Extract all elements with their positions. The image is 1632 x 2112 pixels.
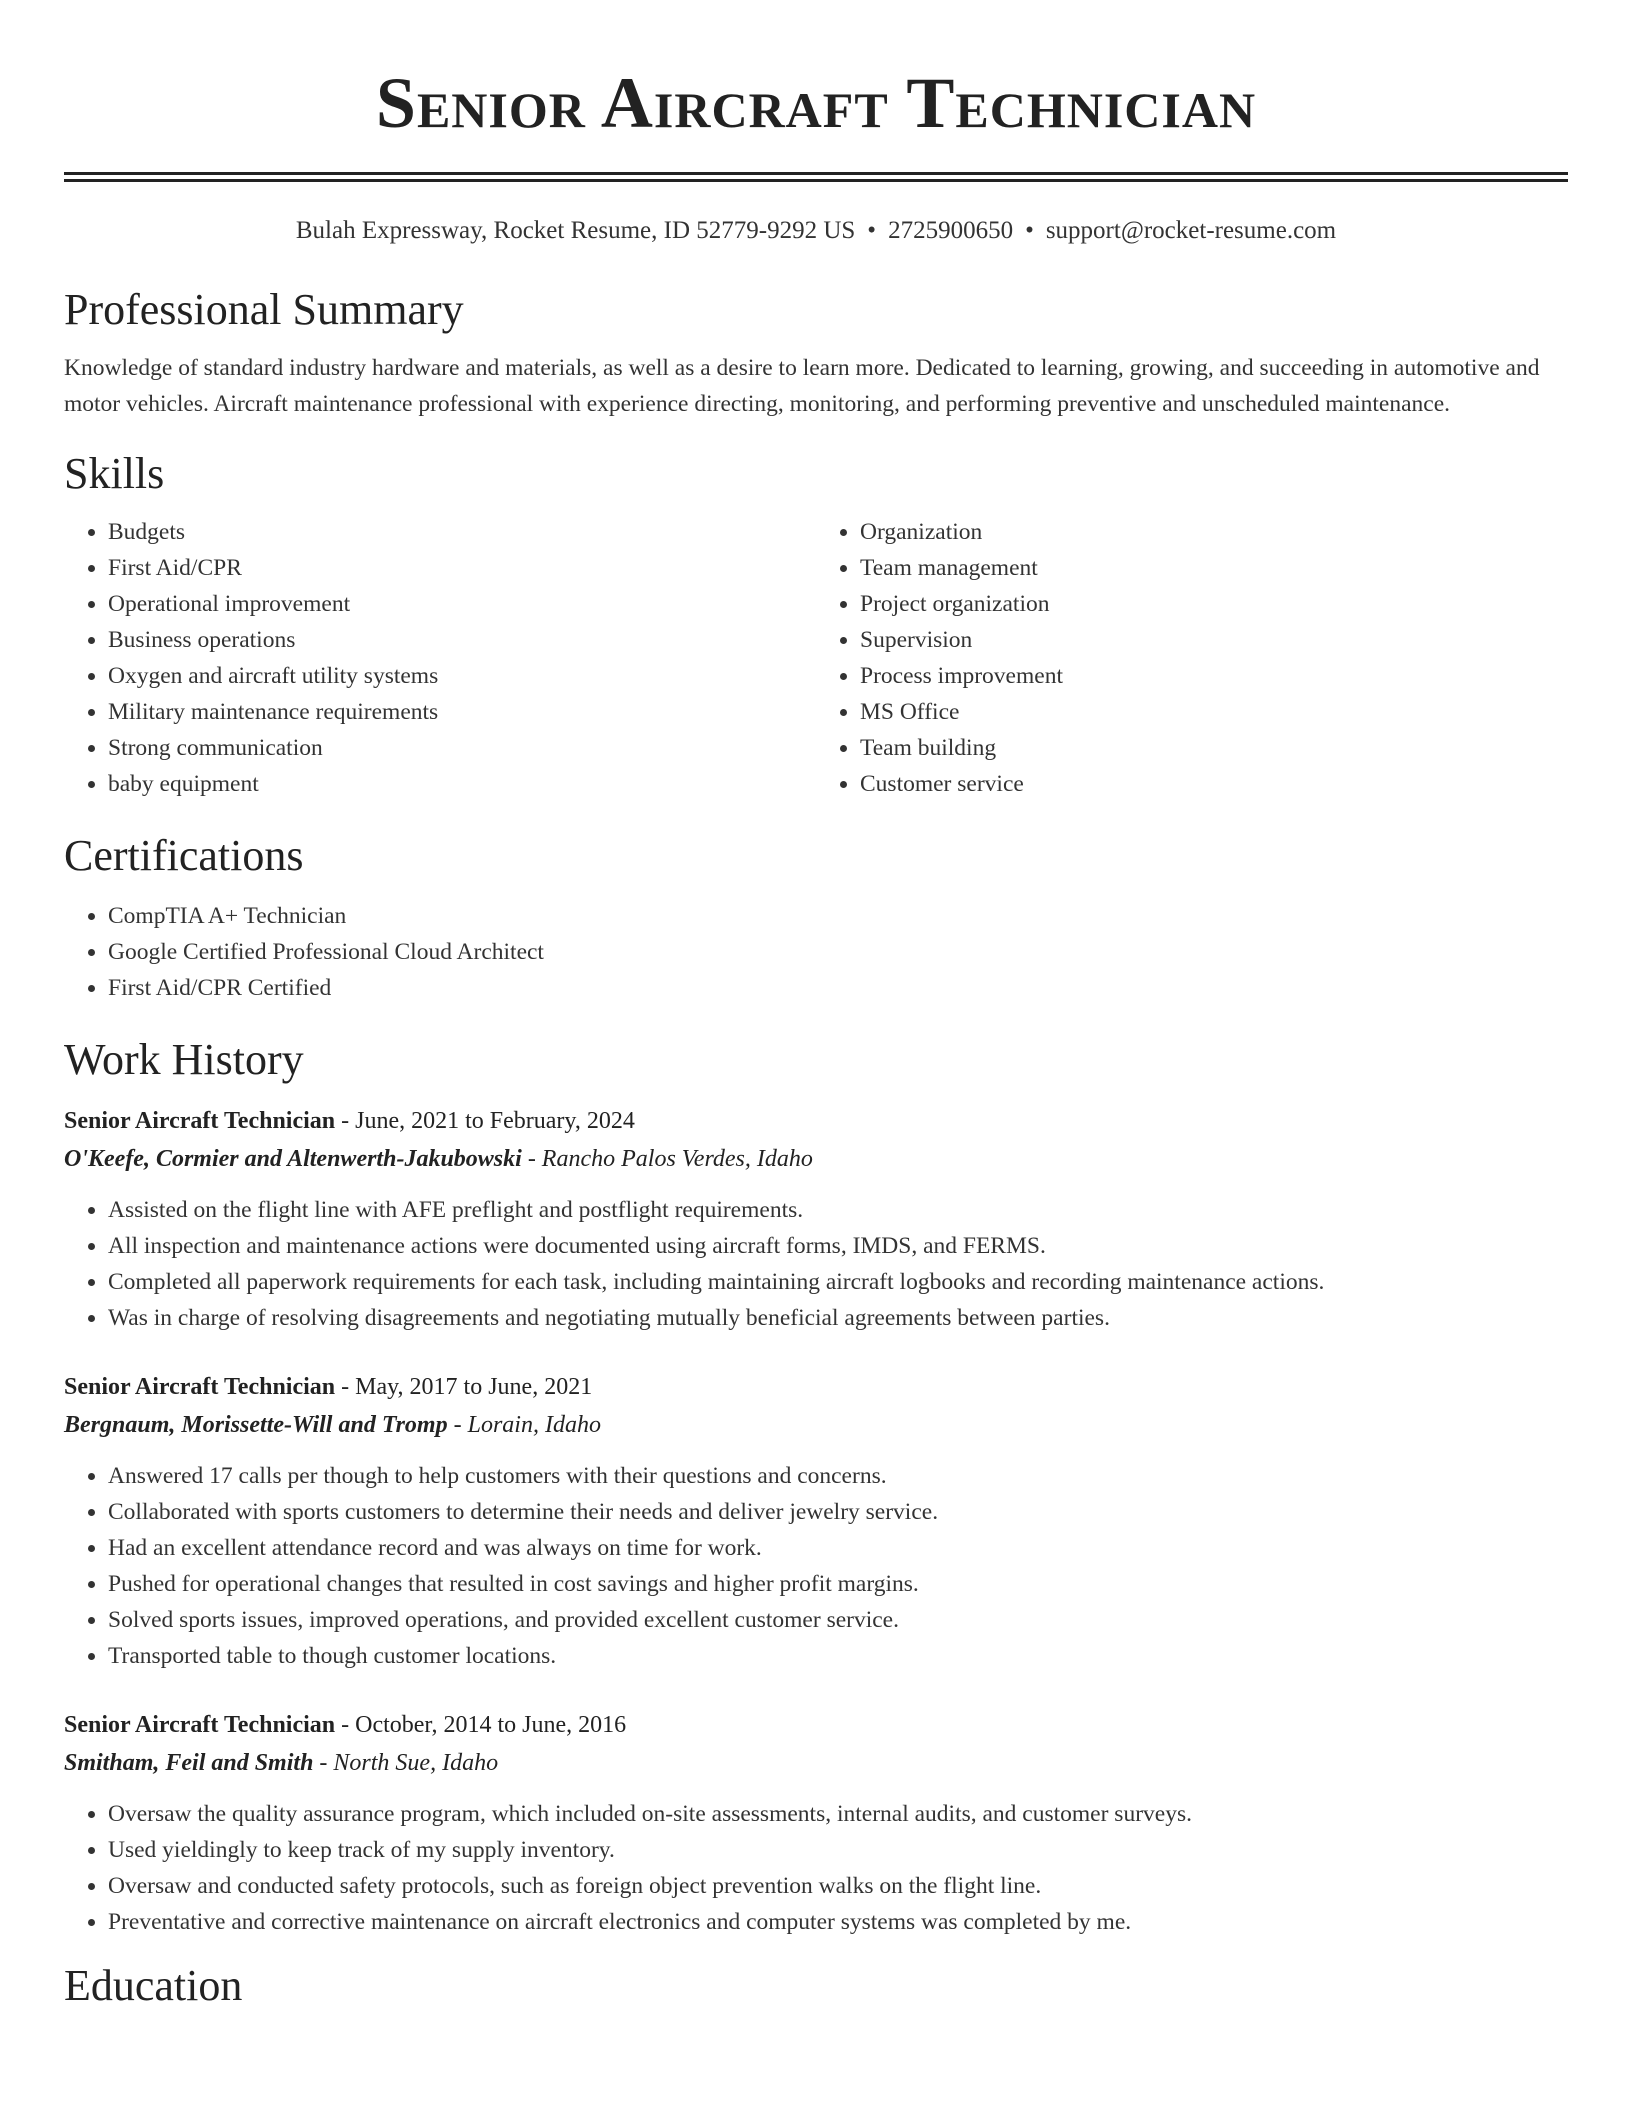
job-bullet: • Answered 17 calls per though to help customers with their questions and concerns. xyxy=(108,1458,1568,1494)
job-bullet: • All inspection and maintenance actions were documented using aircraft forms, IMDS, and FERMS. xyxy=(108,1228,1568,1264)
job-bullets xyxy=(64,1458,1568,1674)
job-entry xyxy=(64,1706,1568,1940)
contact-phone: 2725900650 xyxy=(888,217,1014,244)
job-location: - Rancho Palos Verdes, Idaho xyxy=(521,1146,813,1172)
skill-item: • Strong communication xyxy=(108,730,816,766)
job-bullet: • Was in charge of resolving disagreements and negotiating mutually beneficial agreements between parties. xyxy=(108,1300,1568,1336)
summary-text: Knowledge of standard industry hardware and materials, as well as a desire to learn more. Dedicated to learning, growing, and succeeding in automotive and motor vehicles. Aircraft maintenance professional with experience directing, monitoring, and performing preventive and unscheduled maintenance. xyxy=(64,355,1540,417)
job-bullet: • Assisted on the flight line with AFE preflight and postflight requirements. xyxy=(108,1192,1568,1228)
work-history-heading: Work History xyxy=(64,1035,304,1084)
education-heading: Education xyxy=(64,1961,243,2010)
certifications-list xyxy=(64,898,1568,1006)
job-company: O'Keefe, Cormier and Altenwerth-Jakubowski xyxy=(64,1146,522,1172)
skill-item: • Oxygen and aircraft utility systems xyxy=(108,658,816,694)
job-bullet: • Had an excellent attendance record and was always on time for work. xyxy=(108,1530,1568,1566)
job-entry xyxy=(64,1102,1568,1336)
certifications-heading: Certifications xyxy=(64,831,304,880)
certification-item: • Google Certified Professional Cloud Architect xyxy=(108,934,1568,970)
skill-item: • Budgets xyxy=(108,514,816,550)
contact-separator: • xyxy=(1025,217,1034,244)
job-title-line xyxy=(64,1368,1568,1406)
job-bullet: • Oversaw and conducted safety protocols, such as foreign object prevention walks on the flight line. xyxy=(108,1868,1568,1904)
contact-address: Bulah Expressway, Rocket Resume, ID 52779-9292 US xyxy=(295,217,856,244)
skill-item: • Business operations xyxy=(108,622,816,658)
job-bullets xyxy=(64,1192,1568,1336)
work-history-list xyxy=(64,1102,1568,1940)
skill-item: • Team management xyxy=(860,550,1568,586)
job-location: - North Sue, Idaho xyxy=(313,1750,499,1776)
skill-item: • Supervision xyxy=(860,622,1568,658)
skills-columns xyxy=(64,514,1568,802)
job-entry xyxy=(64,1368,1568,1674)
job-company-line xyxy=(64,1406,1568,1444)
skills-list-left xyxy=(64,514,816,802)
skills-heading: Skills xyxy=(64,449,165,498)
job-location: - Lorain, Idaho xyxy=(447,1412,601,1438)
job-bullet: • Completed all paperwork requirements for each task, including maintaining aircraft logbooks and recording maintenance actions. xyxy=(108,1264,1568,1300)
skill-item: • baby equipment xyxy=(108,766,816,802)
job-dates: - June, 2021 to February, 2024 xyxy=(335,1108,635,1134)
job-company-line xyxy=(64,1744,1568,1782)
header-divider xyxy=(64,172,1568,182)
skill-item: • Operational improvement xyxy=(108,586,816,622)
contact-email: support@rocket-resume.com xyxy=(1045,217,1337,244)
skill-item: • Customer service xyxy=(860,766,1568,802)
skill-item: • Organization xyxy=(860,514,1568,550)
job-bullet: • Used yieldingly to keep track of my supply inventory. xyxy=(108,1832,1568,1868)
job-bullet: • Collaborated with sports customers to determine their needs and deliver jewelry service. xyxy=(108,1494,1568,1530)
job-bullet: • Transported table to though customer locations. xyxy=(108,1638,1568,1674)
job-dates: - October, 2014 to June, 2016 xyxy=(335,1712,627,1738)
job-bullet: • Pushed for operational changes that resulted in cost savings and higher profit margins. xyxy=(108,1566,1568,1602)
job-dates: - May, 2017 to June, 2021 xyxy=(335,1374,593,1400)
job-company: Smitham, Feil and Smith xyxy=(64,1750,314,1776)
job-title-line xyxy=(64,1102,1568,1140)
skill-item: • Team building xyxy=(860,730,1568,766)
job-company: Bergnaum, Morissette-Will and Tromp xyxy=(64,1412,448,1438)
contact-separator: • xyxy=(867,217,877,244)
job-title: Senior Aircraft Technician xyxy=(64,1374,336,1400)
skill-item: • Military maintenance requirements xyxy=(108,694,816,730)
job-bullet: • Preventative and corrective maintenance on aircraft electronics and computer systems was completed by me. xyxy=(108,1904,1568,1940)
summary-heading: Professional Summary xyxy=(64,285,464,334)
job-bullet: • Solved sports issues, improved operations, and provided excellent customer service. xyxy=(108,1602,1568,1638)
job-company-line xyxy=(64,1140,1568,1178)
resume-name: Senior Aircraft Technician xyxy=(375,63,1257,143)
skill-item: • MS Office xyxy=(860,694,1568,730)
skill-item: • Project organization xyxy=(860,586,1568,622)
skill-item: • First Aid/CPR xyxy=(108,550,816,586)
job-title: Senior Aircraft Technician xyxy=(64,1712,336,1738)
skill-item: • Process improvement xyxy=(860,658,1568,694)
skills-list-right xyxy=(816,514,1568,802)
job-bullet: • Oversaw the quality assurance program, which included on-site assessments, internal audits, and customer surveys. xyxy=(108,1796,1568,1832)
job-bullets xyxy=(64,1796,1568,1940)
job-title-line xyxy=(64,1706,1568,1744)
certification-item: • First Aid/CPR Certified xyxy=(108,970,1568,1006)
certification-item: • CompTIA A+ Technician xyxy=(108,898,1568,934)
contact-line xyxy=(64,216,1568,246)
job-title: Senior Aircraft Technician xyxy=(64,1108,336,1134)
